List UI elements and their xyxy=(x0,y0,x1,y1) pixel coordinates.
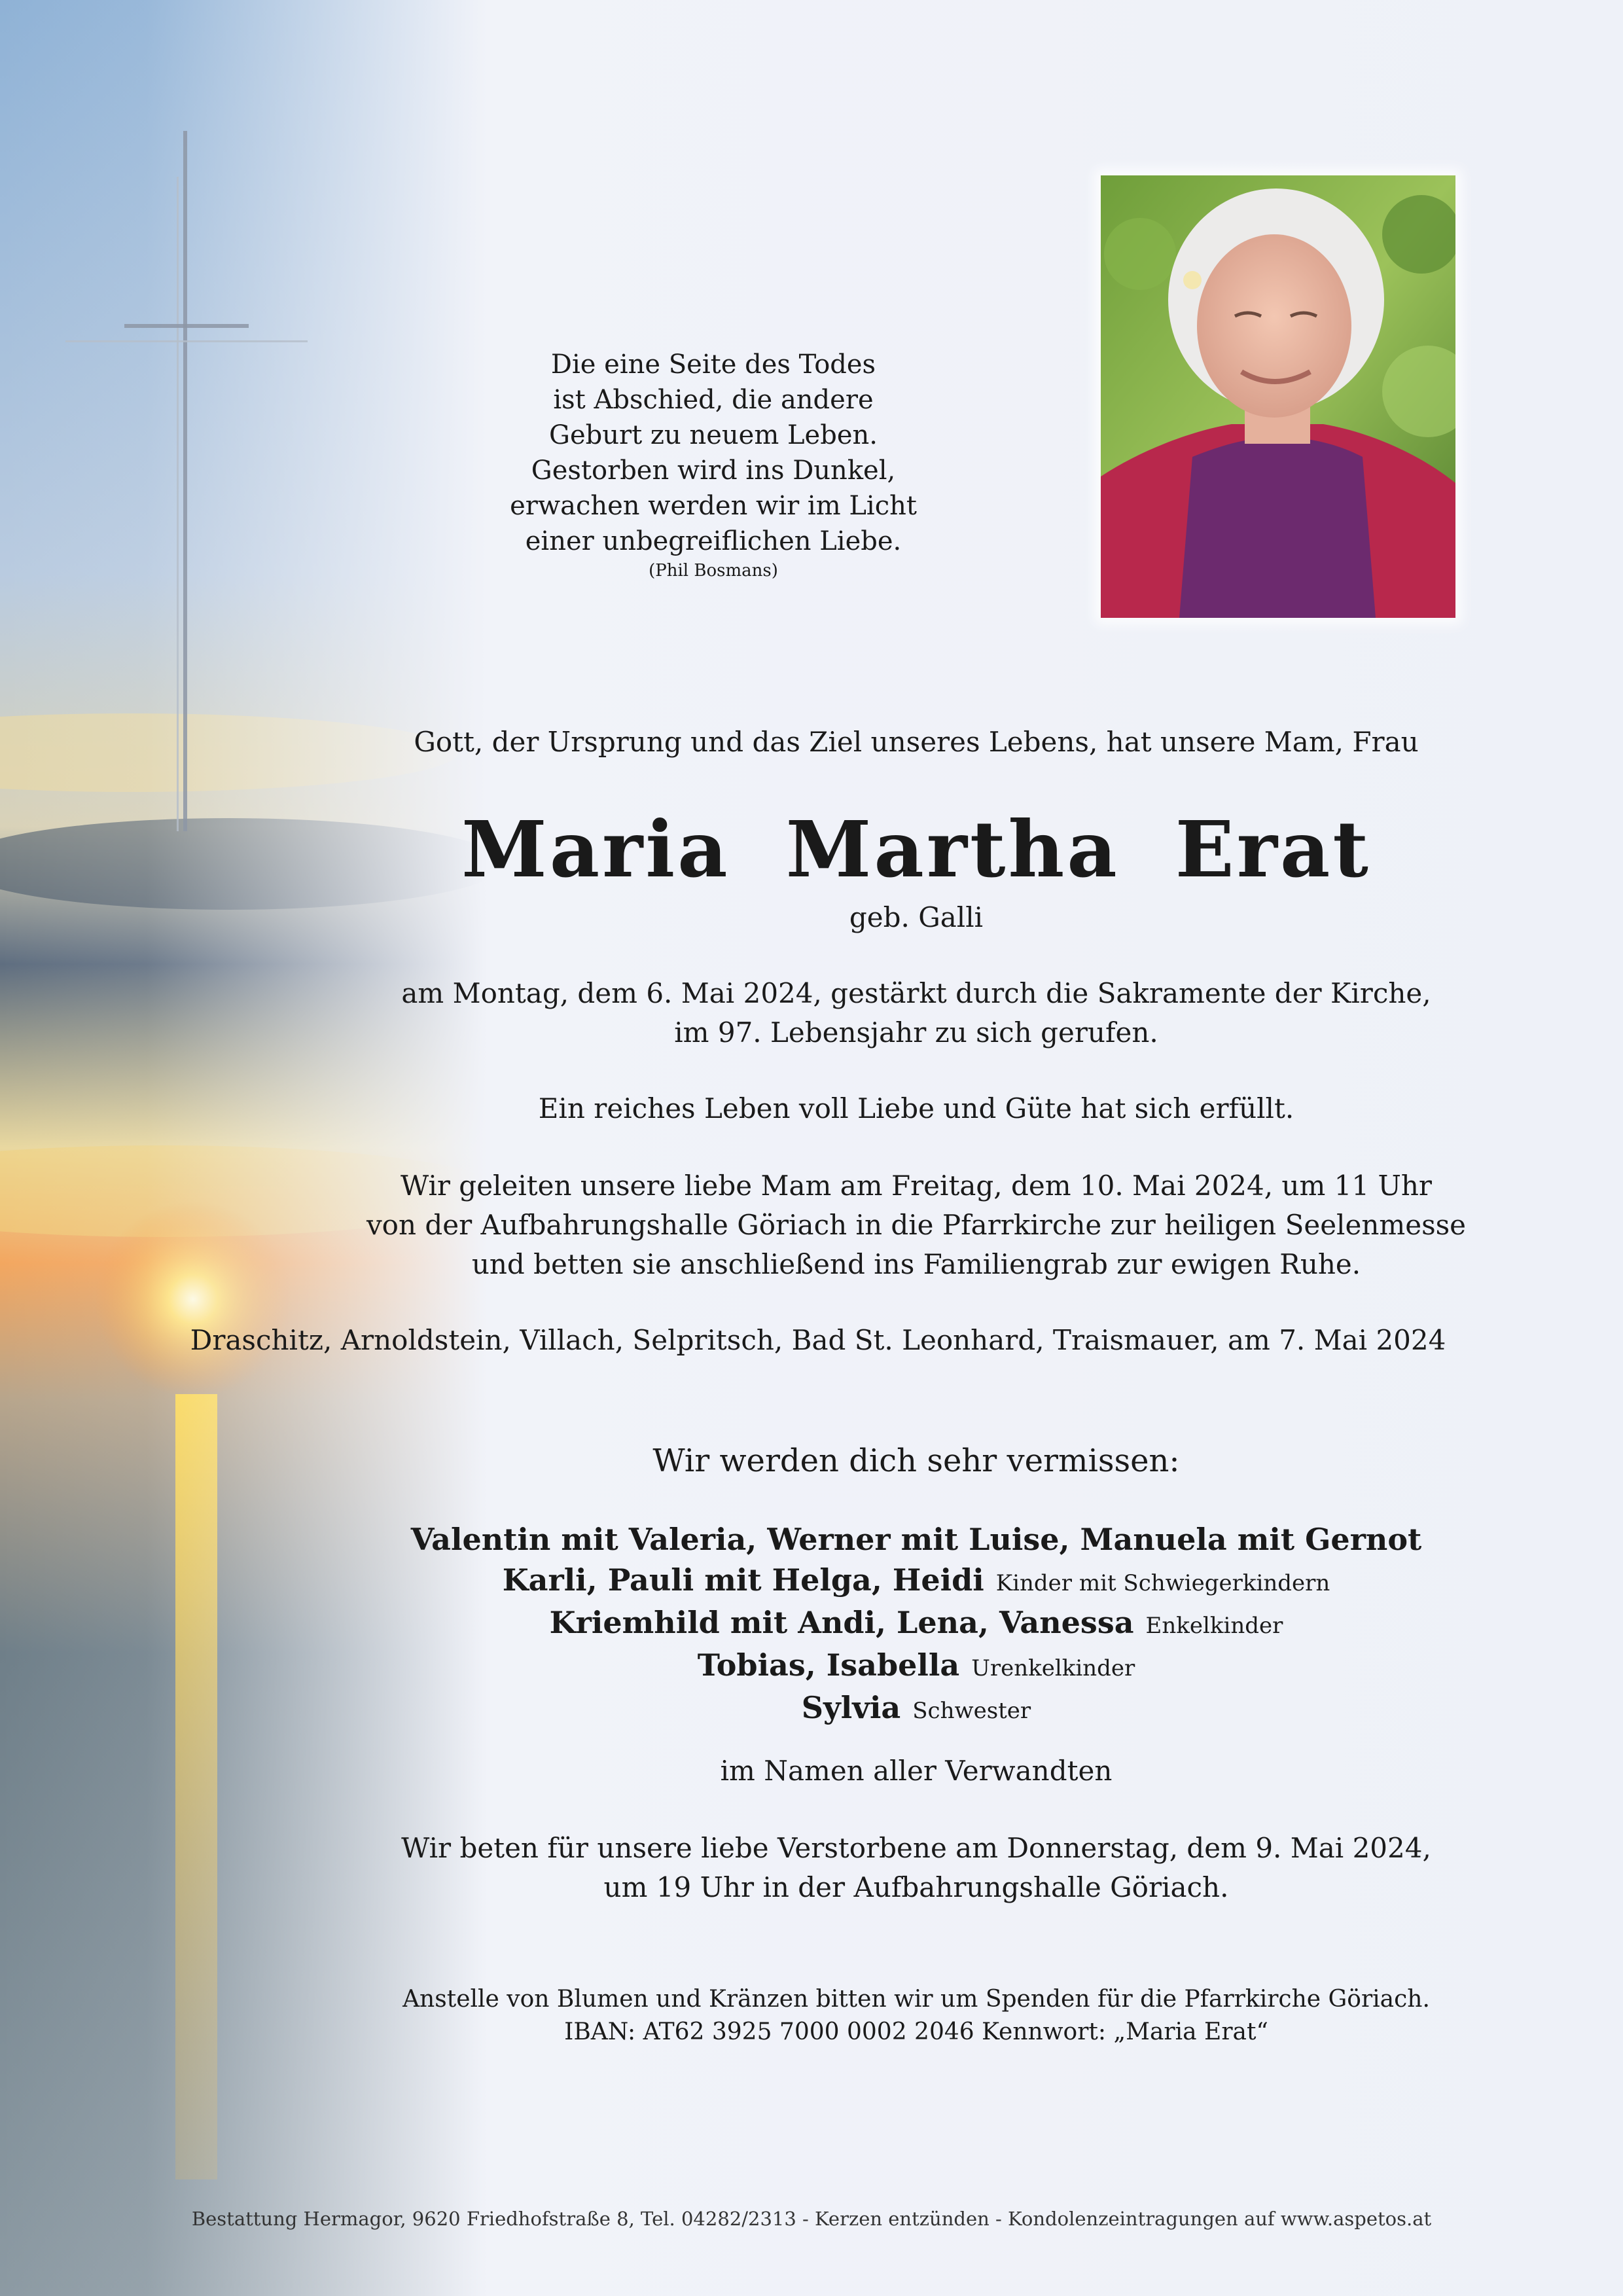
quote-line: erwachen werden wir im Licht xyxy=(510,491,917,521)
family-relation: Kinder mit Schwiegerkindern xyxy=(995,1570,1330,1596)
family-relation: Schwester xyxy=(912,1698,1031,1724)
birth-name: geb. Galli xyxy=(849,901,984,933)
relatives-text: im Namen aller Verwandten xyxy=(720,1755,1113,1787)
prayer-line: um 19 Uhr in der Aufbahrungshalle Göriach. xyxy=(603,1871,1229,1903)
family-row xyxy=(275,1688,1558,1731)
quote-line: Geburt zu neuem Leben. xyxy=(549,420,878,450)
family-row xyxy=(275,1560,1558,1603)
family-names: Kriemhild mit Andi, Lena, Vanessa xyxy=(549,1605,1134,1640)
funeral-line: und betten sie anschließend ins Familiengrab zur ewigen Ruhe. xyxy=(471,1248,1361,1280)
funeral-line: Wir geleiten unsere liebe Mam am Freitag, dem 10. Mai 2024, um 11 Uhr xyxy=(401,1170,1432,1202)
miss-heading: Wir werden dich sehr vermissen: xyxy=(652,1443,1180,1479)
death-line: im 97. Lebensjahr zu sich gerufen. xyxy=(674,1016,1158,1049)
family-row xyxy=(275,1603,1558,1645)
quote-author: (Phil Bosmans) xyxy=(649,561,778,581)
death-notice xyxy=(275,974,1558,1052)
family-names: Valentin mit Valeria, Werner mit Luise, Manuela mit Gernot xyxy=(410,1522,1422,1557)
family-relation: Enkelkinder xyxy=(1145,1613,1283,1639)
family-names: Karli, Pauli mit Helga, Heidi xyxy=(502,1562,984,1598)
fulfilled-text: Ein reiches Leben voll Liebe und Güte hat sich erfüllt. xyxy=(538,1092,1294,1124)
quote-line: Gestorben wird ins Dunkel, xyxy=(531,456,896,486)
quote-line: ist Abschied, die andere xyxy=(553,385,874,415)
funeral-details xyxy=(275,1166,1558,1284)
prayer-notice xyxy=(275,1829,1558,1907)
intro-text: Gott, der Ursprung und das Ziel unseres Lebens, hat unsere Mam, Frau xyxy=(414,726,1419,758)
memorial-quote xyxy=(484,347,942,583)
family-names: Sylvia xyxy=(801,1690,901,1725)
family-row xyxy=(275,1520,1558,1560)
death-line: am Montag, dem 6. Mai 2024, gestärkt durch die Sakramente der Kirche, xyxy=(401,977,1431,1009)
funeral-line: von der Aufbahrungshalle Göriach in die Pfarrkirche zur heiligen Seelenmesse xyxy=(366,1209,1467,1241)
donation-line: Anstelle von Blumen und Kränzen bitten wir um Spenden für die Pfarrkirche Göriach. xyxy=(402,1986,1430,2013)
family-names: Tobias, Isabella xyxy=(697,1647,960,1683)
portrait-photo xyxy=(1101,175,1455,618)
quote-line: Die eine Seite des Todes xyxy=(550,350,876,380)
footer-funeral-home: Bestattung Hermagor, 9620 Friedhofstraße 8, Tel. 04282/2313 - Kerzen entzünden - Kondolenzeintragungen auf www.aspetos.at xyxy=(191,2208,1432,2230)
places-date: Draschitz, Arnoldstein, Villach, Selpritsch, Bad St. Leonhard, Traismauer, am 7. Mai 2024 xyxy=(190,1324,1446,1356)
deceased-name: Maria Martha Erat xyxy=(461,804,1371,895)
donation-iban: IBAN: AT62 3925 7000 0002 2046 Kennwort: „Maria Erat“ xyxy=(564,2018,1268,2045)
prayer-line: Wir beten für unsere liebe Verstorbene am Donnerstag, dem 9. Mai 2024, xyxy=(401,1832,1431,1864)
quote-line: einer unbegreiflichen Liebe. xyxy=(525,526,902,556)
family-row xyxy=(275,1645,1558,1688)
donation-notice xyxy=(275,1983,1558,2049)
family-list xyxy=(275,1520,1558,1731)
family-relation: Urenkelkinder xyxy=(971,1655,1135,1681)
